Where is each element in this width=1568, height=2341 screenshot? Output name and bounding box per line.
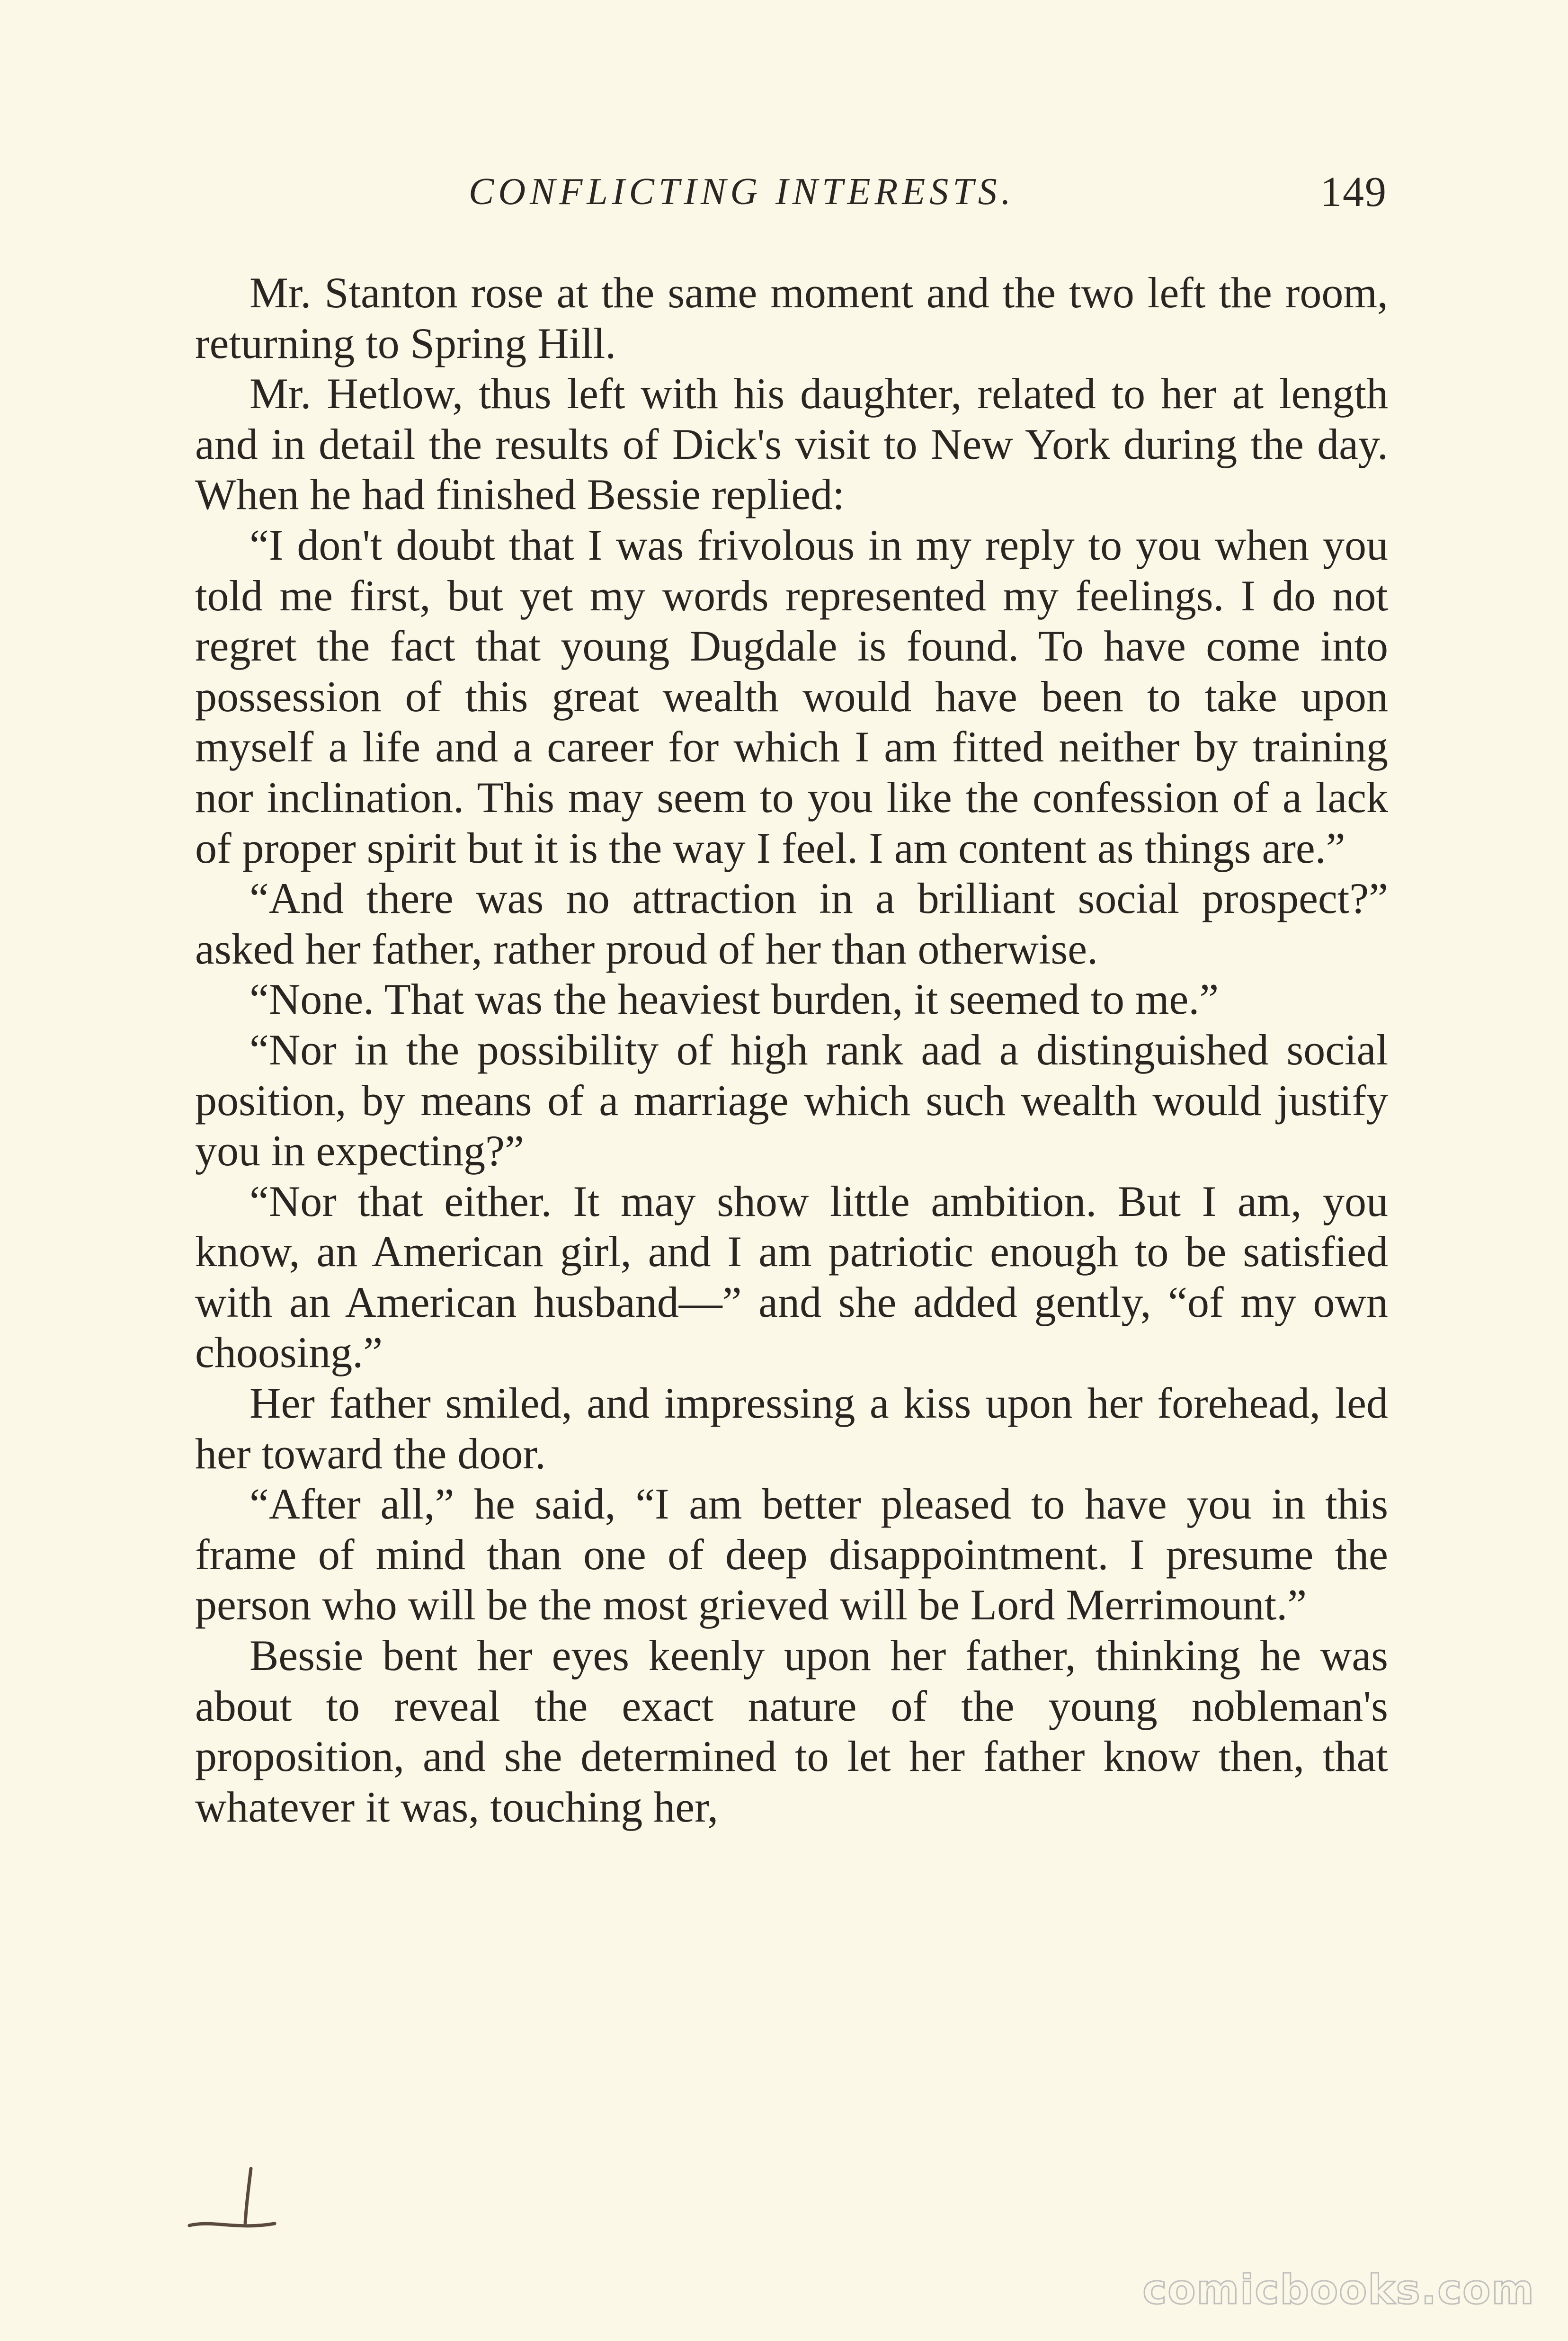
watermark: comicbooks.com (1142, 2266, 1535, 2314)
paragraph: “And there was no attraction in a brilliant social prospect?” asked her father, rather proud of her than otherwise. (195, 874, 1388, 973)
paragraph: “Nor that either. It may show little ambition. But I am, you know, an American girl, and I am patriotic enough to be satisfied with an American husband—” and she added gently, “of my own choosing.” (195, 1177, 1388, 1377)
paragraph: Mr. Hetlow, thus left with his daughter, related to her at length and in detail the results of Dick's visit to New York during the day. When he had finished Bessie replied: (195, 369, 1388, 519)
paragraph: Mr. Stanton rose at the same moment and the two left the room, returning to Spring Hill. (195, 268, 1388, 367)
page-number: 149 (1320, 169, 1387, 215)
running-title: CONFLICTING INTERESTS. (469, 171, 1015, 213)
paragraph: “I don't doubt that I was frivolous in my reply to you when you told me first, but yet my words represented my feelings. I do not regret the fact that young Dugdale is found. To have come into possession of this great wealth would have been to take upon myself a life and a career for which I am fitted neither by training nor inclination. This may seem to you like the confession of a lack of proper spirit but it is the way I feel. I am content as things are.” (195, 520, 1388, 872)
pencil-mark (180, 2164, 294, 2235)
body-text (195, 268, 1388, 1832)
paragraph: Her father smiled, and impressing a kiss upon her forehead, led her toward the door. (195, 1379, 1388, 1478)
paragraph: “None. That was the heaviest burden, it seemed to me.” (249, 975, 1219, 1024)
paragraph: “After all,” he said, “I am better pleased to have you in this frame of mind than one of deep disappointment. I presume the person who will be the most grieved will be Lord Merrimount.” (195, 1480, 1388, 1629)
running-head (469, 170, 1387, 223)
paragraph: “Nor in the possibility of high rank aad a distinguished social position, by means of a marriage which such wealth would justify you in expecting?” (195, 1025, 1388, 1175)
paragraph: Bessie bent her eyes keenly upon her father, thinking he was about to reveal the exact nature of the young nobleman's proposition, and she determined to let her father know then, that whatever it was, touching her, (195, 1631, 1388, 1831)
